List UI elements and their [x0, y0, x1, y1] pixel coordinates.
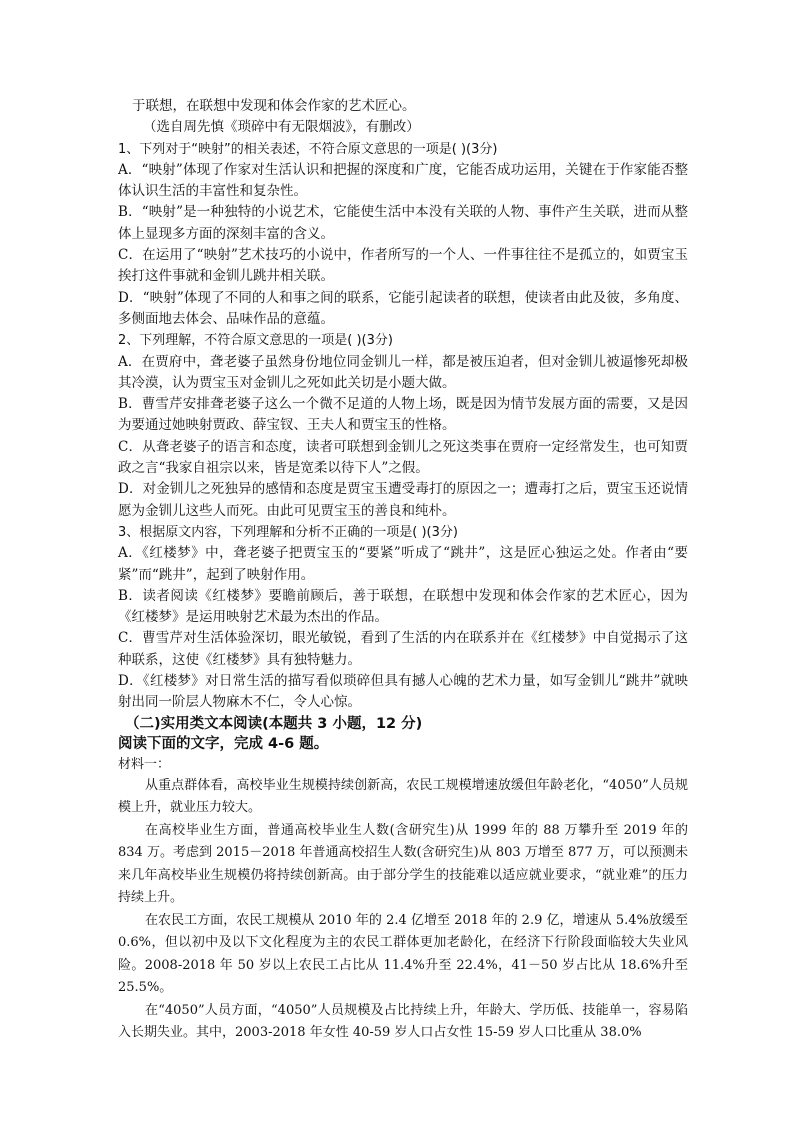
option-d: D．《红楼梦》对日常生活的描写看似琐碎但具有撼人心魄的艺术力量，如写金钏儿“跳井”就映射出同一阶层人物麻木不仁，令人心惊。 — [118, 673, 688, 711]
option-a: A．“映射”体现了作家对生活认识和把握的深度和广度，它能否成功运用，关键在于作家能否整体认识生活的丰富性和复杂性。 — [118, 161, 688, 200]
option-b: B．“映射”是一种独特的小说艺术，它能使生活中本没有关联的人物、事件产生关联，进而从整体上显现多方面的深刻丰富的含义。 — [118, 204, 688, 242]
option-d: D．“映射”体现了不同的人和事之间的联系，它能引起读者的联想，使读者由此及彼，多角度、多侧面地去体会、品味作品的意蕴。 — [118, 289, 688, 327]
option-c: C．曹雪芹对生活体验深切，眼光敏锐，看到了生活的内在联系并在《红楼梦》中自觉揭示了这种联系，这使《红楼梦》具有独特魅力。 — [118, 630, 688, 668]
option-c: C．在运用了“映射”艺术技巧的小说中，作者所写的一个人、一件事往往不是孤立的，如贾宝玉挨打这件事就和金钏儿跳井相关联。 — [118, 247, 688, 285]
intro-line: 于联想，在联想中发现和体会作家的艺术匠心。 — [132, 98, 416, 114]
option-b: B．读者阅读《红楼梦》要瞻前顾后，善于联想，在联想中发现和体会作家的艺术匠心，因为《红楼梦》是运用映射艺术最为杰出的作品。 — [118, 587, 688, 626]
body-paragraph: 在农民工方面，农民工规模从 2010 年的 2.4 亿增至 2018 年的 2.9 亿，增速从 5.4%放缓至 0.6%，但以初中及以下文化程度为主的农民工群体更加老龄化，在经济下行阶段面临较大失业风险。2008-2018 年 50 岁以上农民工占比从 11.4%升至 22.4%，41－50 岁占比从 18.6%升至 25.5%。 — [118, 912, 688, 996]
question-stem: 2、下列理解，不符合原文意思的一项是( )(3分) — [118, 333, 393, 349]
question-3 — [118, 522, 688, 714]
section-title: （二)实用类文本阅读(本题共 3 小题，12 分) — [125, 715, 423, 732]
section-instruction: 阅读下面的文字，完成 4-6 题。 — [118, 735, 329, 752]
question-1 — [118, 139, 688, 331]
material-label: 材料一： — [118, 756, 171, 772]
question-stem: 3、根据原文内容，下列理解和分析不正确的一项是( )(3分) — [118, 524, 458, 540]
body-paragraph: 在“4050”人员方面，“4050”人员规模及占比持续上升，年龄大、学历低、技能单一，容易陷入长期失业。其中，2003-2018 年女性 40-59 岁人口占女性 15-59 岁人口比重从 38.0% — [118, 1002, 688, 1041]
source-line: （选自周先慎《琐碎中有无限烟波》，有删改） — [143, 119, 420, 136]
document-page — [118, 96, 688, 1045]
question-stem: 1、下列对于“映射”的相关表述，不符合原文意思的一项是( )(3分) — [118, 141, 498, 157]
option-a: A．在贾府中，聋老婆子虽然身份地位同金钏儿一样，都是被压迫者，但对金钏儿被逼惨死却极其冷漠，认为贾宝玉对金钏儿之死如此关切是小题大做。 — [118, 353, 688, 391]
option-b: B．曹雪芹安排聋老婆子这么一个微不足道的人物上场，既是因为情节发展方面的需要，又是因为要通过她映射贾政、薛宝钗、王夫人和贾宝玉的性格。 — [118, 396, 688, 434]
option-c: C．从聋老婆子的语言和态度，读者可联想到金钏儿之死这类事在贾府一定经常发生，也可知贾政之言“我家自祖宗以来，皆是宽柔以待下人”之假。 — [118, 438, 688, 477]
body-paragraph: 在高校毕业生方面，普通高校毕业生人数(含研究生)从 1999 年的 88 万攀升至 2019 年的 834 万。考虑到 2015－2018 年普通高校招生人数(含研究生)从 803 万增至 877 万，可以预测未来几年高校毕业生规模仍将持续创新高。由于部分学生的技能难以适应就业要求，“就业难”的压力持续上升。 — [118, 822, 688, 906]
body-paragraph: 从重点群体看，高校毕业生规模持续创新高，农民工规模增速放缓但年龄老化，“4050”人员规模上升，就业压力较大。 — [118, 777, 688, 816]
question-2 — [118, 330, 688, 522]
option-a: A．《红楼梦》中，聋老婆子把贾宝玉的“要紧”听成了“跳井”，这是匠心独运之处。作者由“要紧”而“跳井”，起到了映射作用。 — [118, 545, 688, 583]
option-d: D．对金钏儿之死独异的感情和态度是贾宝玉遭受毒打的原因之一；遭毒打之后，贾宝玉还说情愿为金钏儿这些人而死。由此可见贾宝玉的善良和纯朴。 — [118, 481, 688, 519]
